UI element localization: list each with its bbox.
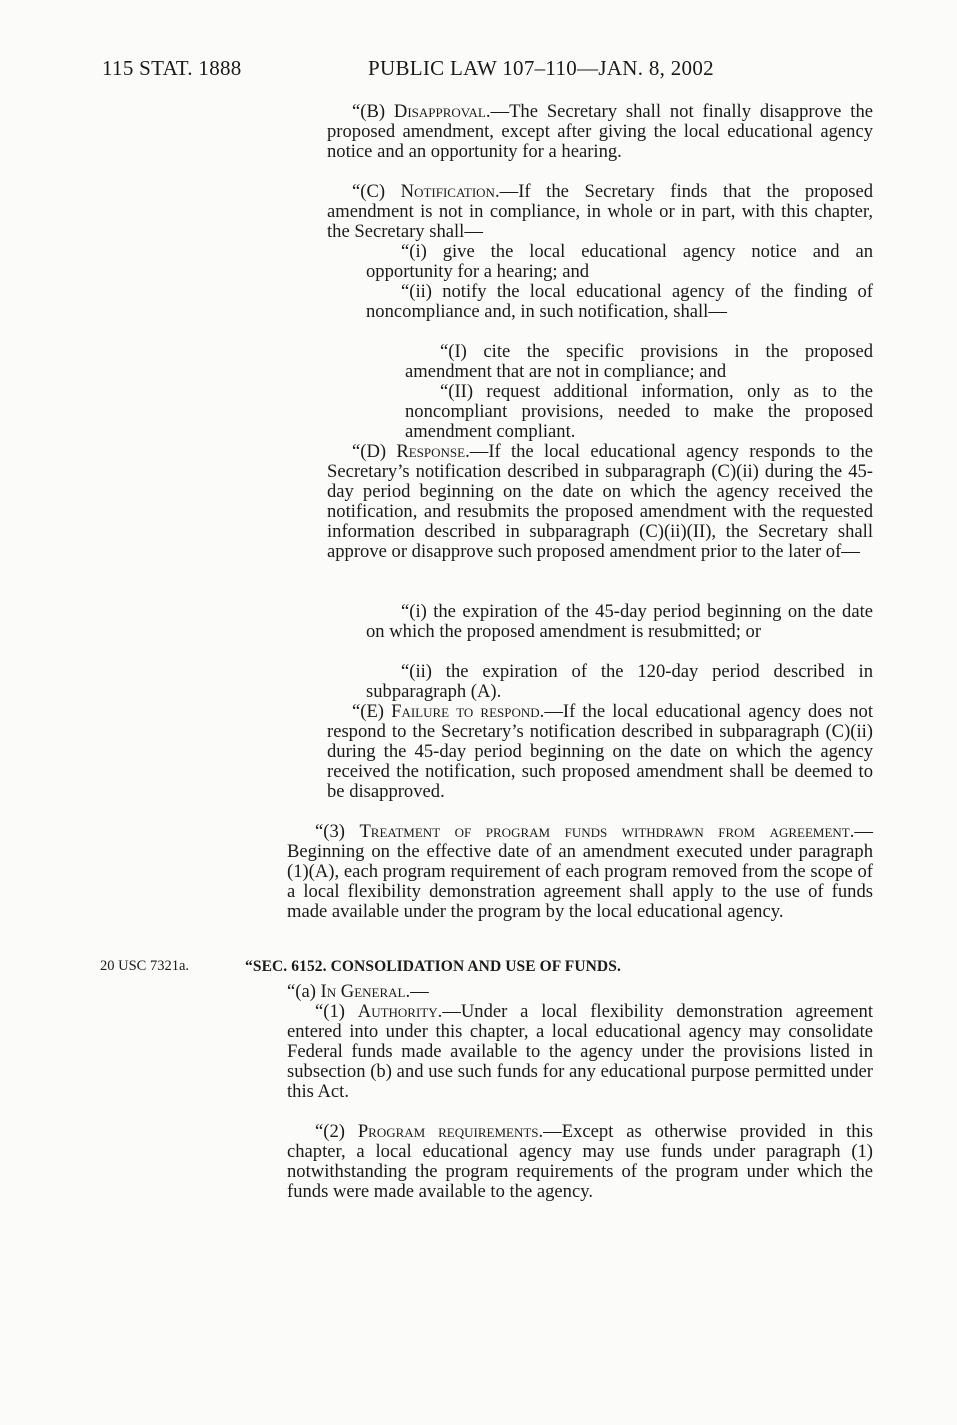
paragraph-3-treatment-of-funds: “(3) Treatment of program funds withdrawn from agreement.—Beginning on the effective date of an amendment executed under paragraph (1)(A), each program requirement of each program removed from the scope of a local flexibility demonstration agreement shall apply to the use of funds made available under the program by the local educational agency. xyxy=(287,821,873,922)
section-heading: “SEC. 6152. CONSOLIDATION AND USE OF FUNDS. xyxy=(245,958,621,975)
paragraph-c-notification: “(C) Notification.—If the Secretary finds that the proposed amendment is not in compliance, in whole or in part, with this chapter, the Secretary shall— xyxy=(327,181,874,242)
clause-c-ii: “(ii) notify the local educational agency of the finding of noncompliance and, in such notification, shall— xyxy=(366,281,873,322)
paragraph-d-response: “(D) Response.—If the local educational agency responds to the Secretary’s notification described in subparagraph (C)(ii) during the 45-day period beginning on the date on which the agency received the notification, and resubmits the proposed amendment with the requested information described in subparagraph (C)(ii)(II), the Secretary shall approve or disapprove such proposed amendment prior to the later of— xyxy=(327,441,873,562)
clause-d-i: “(i) the expiration of the 45-day period beginning on the date on which the proposed amendment is resubmitted; or xyxy=(366,601,873,642)
subclause-c-ii-II: “(II) request additional information, only as to the noncompliant provisions, needed to make the proposed amendment compliant. xyxy=(405,381,873,442)
public-law-citation: PUBLIC LAW 107–110—JAN. 8, 2002 xyxy=(368,56,714,80)
stat-reference: 115 STAT. 1888 xyxy=(102,56,242,80)
margin-note-usc: 20 USC 7321a. xyxy=(100,958,190,974)
subsection-a-in-general: “(a) In General.— xyxy=(287,981,429,1002)
paragraph-b-disapproval: “(B) Disapproval.—The Secretary shall not finally disapprove the proposed amendment, except after giving the local educational agency notice and an opportunity for a hearing. xyxy=(327,101,873,162)
paragraph-1-authority: “(1) Authority.—Under a local flexibility demonstration agreement entered into under this chapter, a local educational agency may consolidate Federal funds made available to the agency under the provisions listed in subsection (b) and use such funds for any educational purpose permitted under this Act. xyxy=(287,1001,873,1102)
page-header xyxy=(0,56,957,86)
subclause-c-ii-I: “(I) cite the specific provisions in the proposed amendment that are not in compliance; and xyxy=(405,341,873,382)
paragraph-2-program-requirements: “(2) Program requirements.—Except as otherwise provided in this chapter, a local educational agency may use funds under paragraph (1) notwithstanding the program requirements of the program under which the funds were made available to the agency. xyxy=(287,1121,873,1202)
clause-d-ii: “(ii) the expiration of the 120-day period described in subparagraph (A). xyxy=(366,661,873,702)
clause-c-i: “(i) give the local educational agency notice and an opportunity for a hearing; and xyxy=(366,241,873,282)
paragraph-e-failure-to-respond: “(E) Failure to respond.—If the local educational agency does not respond to the Secretary’s notification described in subparagraph (C)(ii) during the 45-day period beginning on the date on which the agency received the notification, such proposed amendment shall be deemed to be disapproved. xyxy=(327,701,873,802)
